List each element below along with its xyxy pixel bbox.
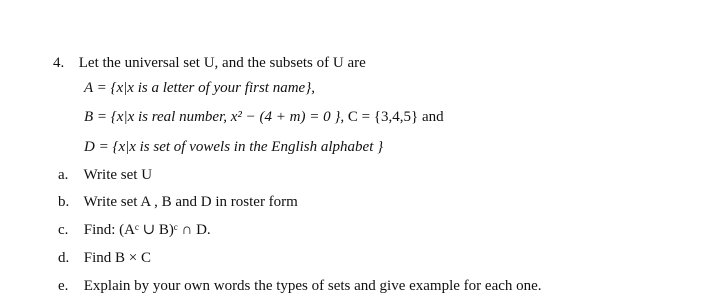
question-number: 4. [53,55,65,71]
part-d-text: Find B × C [83,250,151,266]
part-a-label: a. [58,167,69,183]
part-b-text: Write set A , B and D in roster form [83,194,298,210]
part-e-text: Explain by your own words the types of sets and give example for each one. [83,278,542,294]
part-b [58,193,298,211]
part-d-label: d. [58,250,70,266]
set-b-definition: B = {x|x is real number, x² − (4 + m) = 0 }, [84,109,345,125]
set-d-definition: D = {x|x is set of vowels in the English alphabet } [84,139,384,155]
question-header [53,54,366,72]
part-c-text: Find: (Aᶜ ∪ B)ᶜ ∩ D. [83,222,211,238]
part-c-label: c. [58,222,69,238]
part-b-label: b. [58,194,70,210]
set-c-definition: C = {3,4,5} and [347,109,444,125]
question-intro: Let the universal set U, and the subsets of U are [78,55,366,71]
part-a [58,166,152,184]
set-b-c-definition [84,108,444,126]
part-e-label: e. [58,278,69,294]
set-a-definition: A = {x|x is a letter of your first name}, [84,80,315,96]
part-a-text: Write set U [83,167,153,183]
part-e [58,277,542,295]
part-d [58,249,151,267]
part-c [58,221,211,239]
